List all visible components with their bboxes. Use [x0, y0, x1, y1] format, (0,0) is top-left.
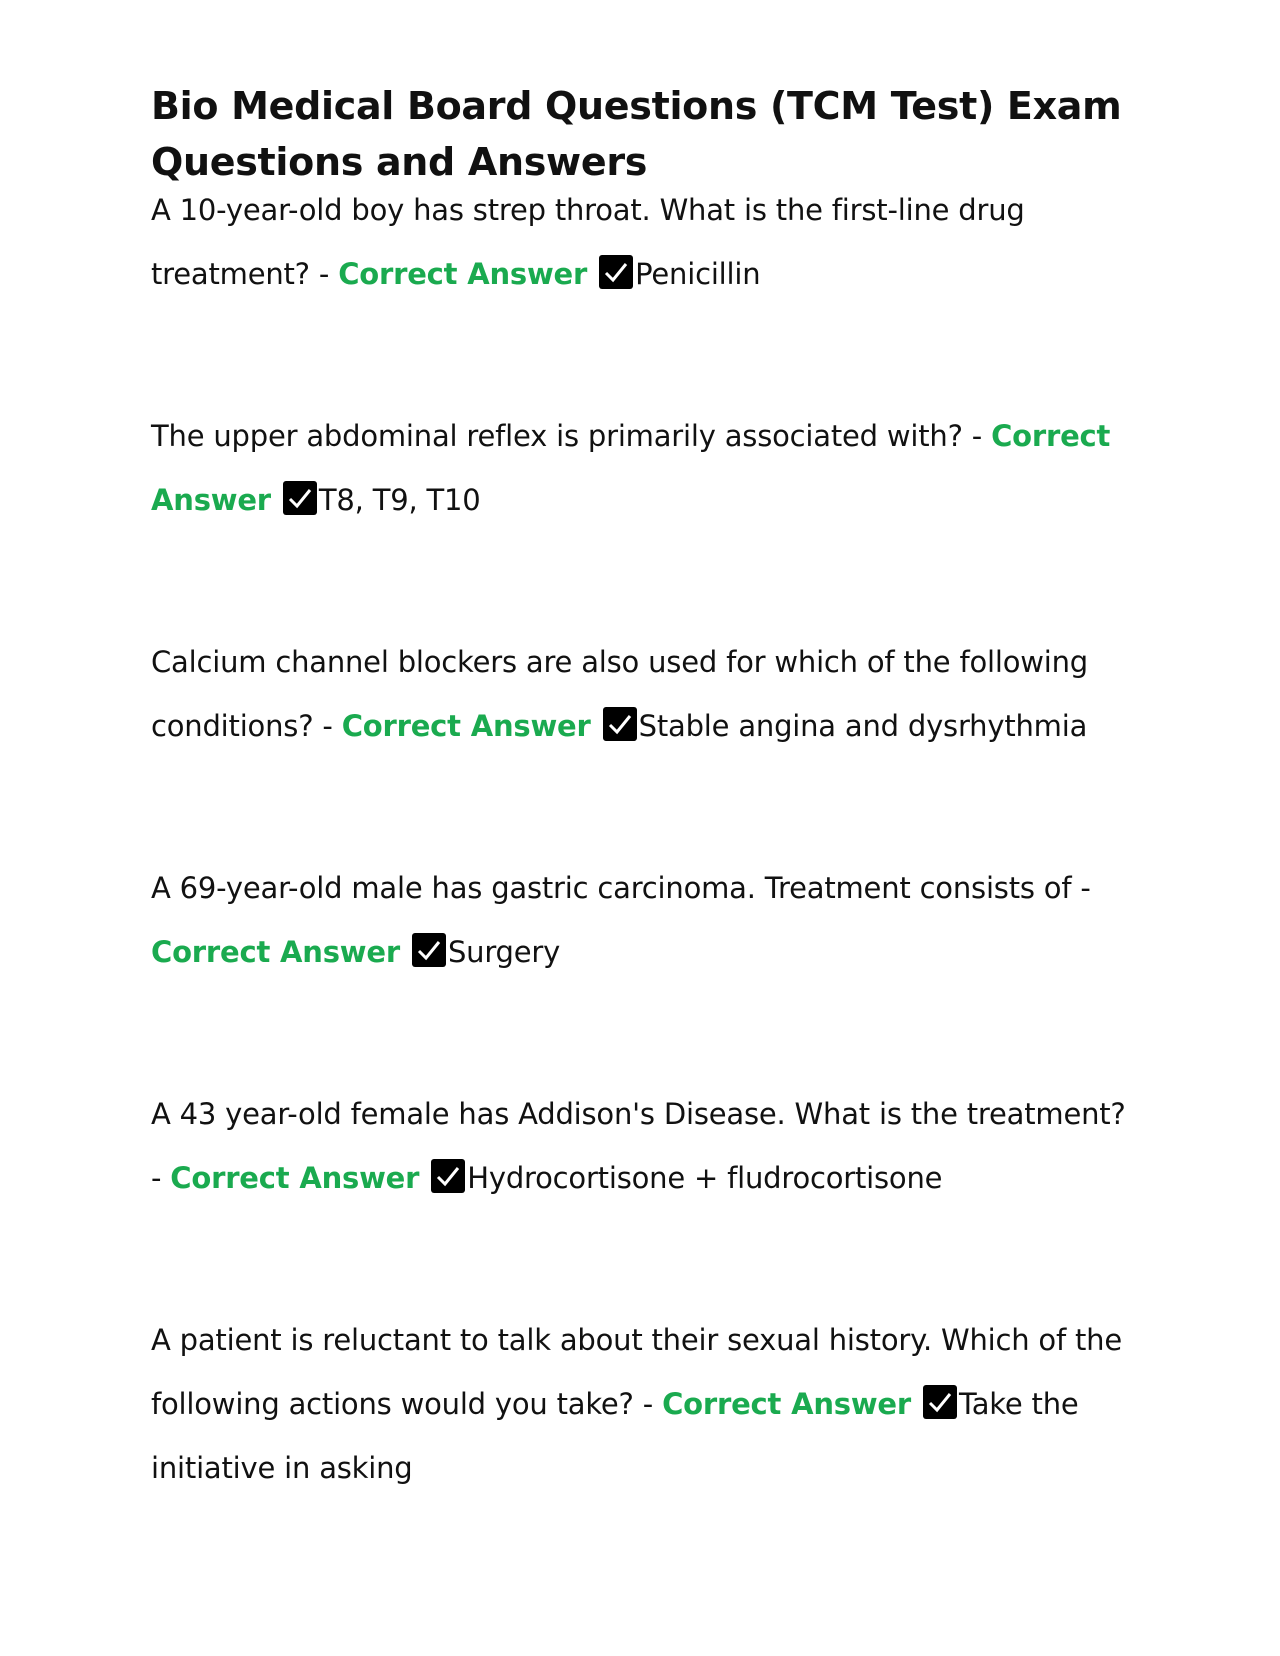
correct-answer-label: Correct Answer — [338, 257, 588, 291]
check-box-icon — [412, 933, 446, 967]
answer-text: T8, T9, T10 — [318, 483, 481, 517]
qa-item — [151, 630, 1130, 758]
check-box-icon — [599, 255, 633, 289]
answer-text: Stable angina and dysrhythmia — [638, 709, 1088, 743]
question-text: The upper abdominal reflex is primarily associated with? - — [151, 419, 992, 453]
answer-text: Penicillin — [635, 257, 761, 291]
correct-answer-label: Correct Answer — [341, 709, 591, 743]
qa-list — [151, 178, 1130, 1500]
correct-answer-label: Correct Answer — [662, 1387, 912, 1421]
check-box-icon — [283, 481, 317, 515]
question-text: Calcium channel blockers are also used for which of the following conditions? - — [151, 645, 1089, 743]
question-text: A patient is reluctant to talk about their sexual history. Which of the following actions would you take? - — [151, 1323, 1122, 1421]
page-title: Bio Medical Board Questions (TCM Test) Exam Questions and Answers — [151, 84, 1122, 184]
check-box-icon — [923, 1385, 957, 1419]
question-text: A 69-year-old male has gastric carcinoma. Treatment consists of - — [151, 871, 1091, 905]
qa-item — [151, 856, 1130, 984]
question-text: A 43 year-old female has Addison's Disease. What is the treatment? - — [151, 1097, 1126, 1195]
qa-item — [151, 178, 1130, 306]
qa-item — [151, 1082, 1130, 1210]
correct-answer-label: Correct Answer — [170, 1161, 420, 1195]
answer-text: Surgery — [447, 935, 561, 969]
check-box-icon — [603, 707, 637, 741]
check-box-icon — [431, 1159, 465, 1193]
question-text: A 10-year-old boy has strep throat. What is the first-line drug treatment? - — [151, 193, 1025, 291]
correct-answer-label: Correct Answer — [151, 935, 400, 969]
qa-item — [151, 404, 1130, 532]
correct-answer-label: Correct Answer — [151, 419, 1111, 517]
qa-item — [151, 1308, 1130, 1500]
answer-text: Take the initiative in asking — [151, 1387, 1079, 1485]
answer-text: Hydrocortisone + fludrocortisone — [467, 1161, 943, 1195]
